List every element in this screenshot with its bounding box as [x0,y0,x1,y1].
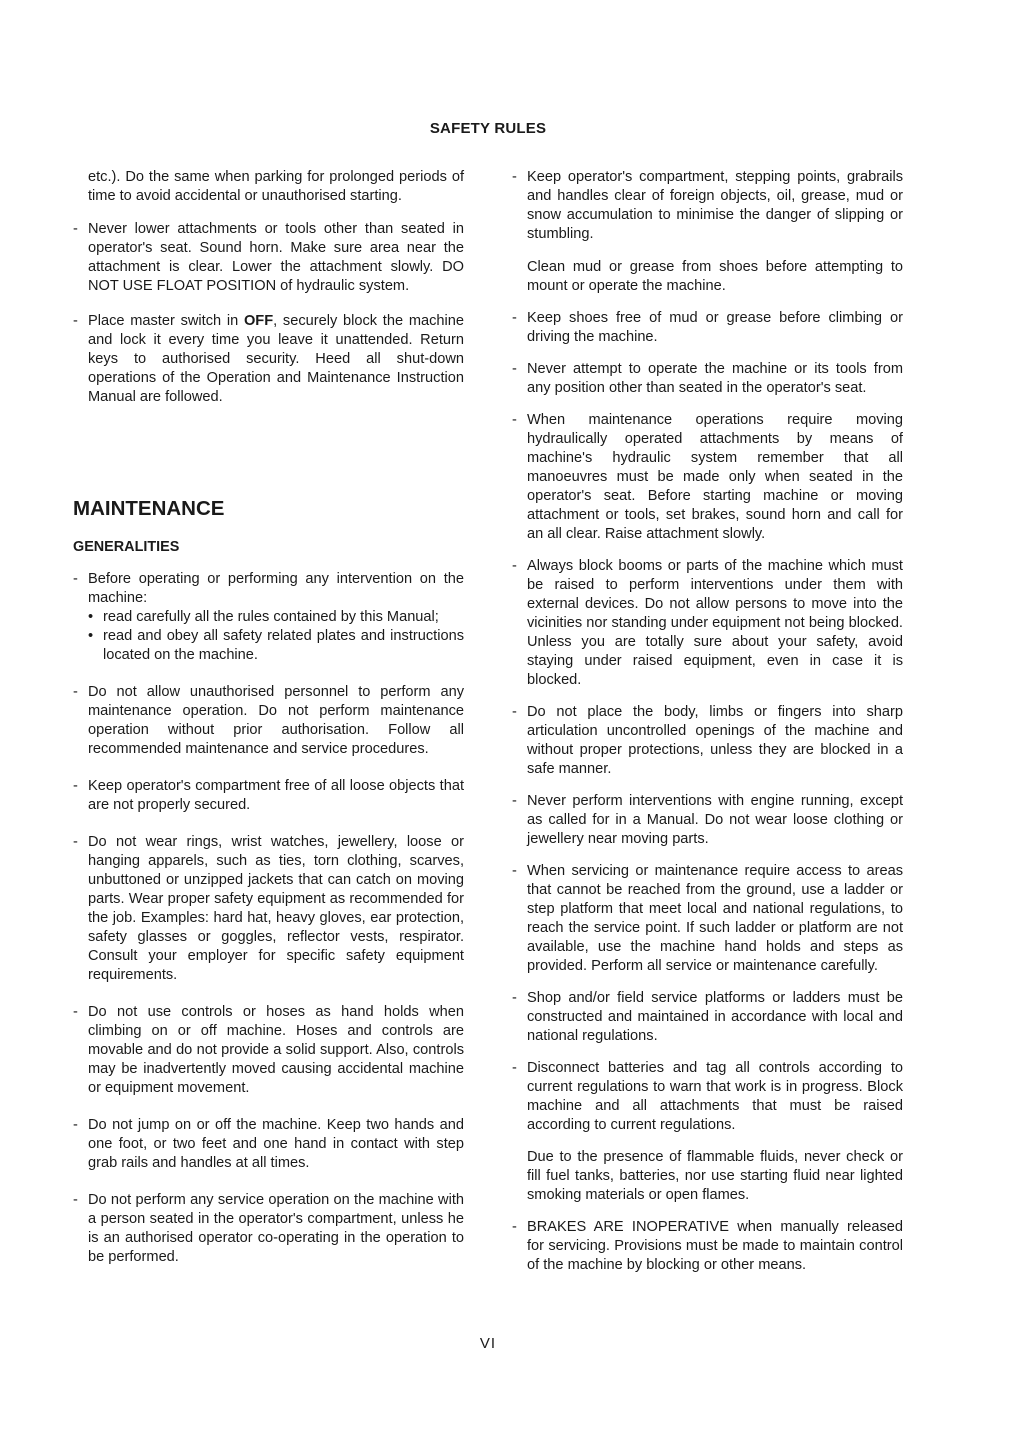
rule-text: Keep operator's compartment free of all loose objects that are not properly secured. [88,778,464,813]
bullet-dot: • [88,628,94,644]
rule-block-booms [512,557,903,690]
bullet-text: read and obey all safety related plates and instructions located on the machine. [103,628,464,663]
rule-engine-running [512,792,903,849]
rule-text: Do not jump on or off the machine. Keep two hands and one foot, or two feet and one hand in contact with step grab rails and handles at all times. [88,1117,464,1171]
dash-marker: - [73,1117,78,1133]
bullet-item [88,627,464,665]
page-title: SAFETY RULES [429,120,547,137]
rule-ladder-platform [512,862,903,976]
dash-marker: - [512,310,517,326]
rule-text-before: Place master switch in [88,313,244,329]
dash-marker: - [512,169,517,185]
dash-marker: - [73,1192,78,1208]
rule-text: Do not wear rings, wrist watches, jewellery, loose or hanging apparels, such as ties, torn clothing, scarves, unbuttoned or unzipped jackets that can catch on moving parts. Wear proper safety equipment as recommended for the job. Examples: hard hat, heavy gloves, ear protection, safety glasses or goggles, reflector vests, respirator. Consult your employer for specific safety equipment requirements. [88,834,464,983]
dash-marker: - [73,221,78,237]
rule-lower-attachments [73,220,464,296]
paragraph-flammable-fluids: Due to the presence of flammable fluids, never check or fill fuel tanks, batteries, nor use starting fluid near lighted smoking materials or open flames. [527,1149,903,1203]
dash-marker: - [73,834,78,850]
rule-text: Do not allow unauthorised personnel to perform any maintenance operation. Do not perform maintenance operation without prior authorisation. Follow all recommended maintenance and service procedures. [88,684,464,757]
dash-marker: - [73,571,78,587]
dash-marker: - [512,990,517,1006]
rule-do-not-jump [73,1116,464,1173]
section-title-maintenance: MAINTENANCE [73,497,225,520]
rule-text: When maintenance operations require moving hydraulically operated attachments by means of machine's hydraulic system remember that all manoeuvres must be made only when seated in the operator's seat. Before starting machine or moving attachment or tools, set brakes, sound horn and call for an all clear. Raise attachment slowly. [527,412,903,542]
rule-text: Never lower attachments or tools other than seated in operator's seat. Sound horn. Make sure area near the attachment is clear. Lower the attachment slowly. DO NOT USE FLOAT POSITION of hydraulic system. [88,221,464,294]
dash-marker: - [512,793,517,809]
rule-hydraulic-attachments [512,411,903,544]
dash-marker: - [73,313,78,329]
rule-text: Do not place the body, limbs or fingers into sharp articulation uncontrolled openings of the machine and without proper protections, unless they are blocked in a safe manner. [527,704,903,777]
rule-operate-seated [512,360,903,398]
rule-shoes-free [512,309,903,347]
rule-loose-objects [73,777,464,815]
rule-unauthorised-personnel [73,683,464,759]
dash-marker: - [512,558,517,574]
rule-body-limbs [512,703,903,779]
rule-service-platforms [512,989,903,1046]
rule-text-after: , securely block the machine and lock it every time you leave it unattended. Return keys to authorised security. Heed all shut-down operations of the Operation and Maintenance Instruction Manual are followed. [88,313,464,405]
dash-marker: - [512,1060,517,1076]
rule-text: Do not use controls or hoses as hand holds when climbing on or off machine. Hoses and controls are movable and do not provide a solid support. Also, controls may be inadvertently moved causing accidental machine or equipment movement. [88,1004,464,1096]
rule-disconnect-batteries [512,1059,903,1135]
rule-text: Keep operator's compartment, stepping points, grabrails and handles clear of foreign objects, oil, grease, mud or snow accumulation to minimise the danger of slipping or stumbling. [527,169,903,242]
rule-text: Before operating or performing any intervention on the machine: [88,571,464,606]
rule-text: Never attempt to operate the machine or its tools from any position other than seated in the operator's seat. [527,361,903,396]
intro-paragraph: etc.). Do the same when parking for prolonged periods of time to avoid accidental or unauthorised starting. [88,169,464,204]
rule-text: BRAKES ARE INOPERATIVE when manually released for servicing. Provisions must be made to maintain control of the machine by blocking or other means. [527,1219,903,1273]
rule-text: Shop and/or field service platforms or ladders must be constructed and maintained in accordance with local and national regulations. [527,990,903,1044]
paragraph-clean-mud: Clean mud or grease from shoes before attempting to mount or operate the machine. [527,259,903,294]
rule-text: Disconnect batteries and tag all controls according to current regulations to warn that work is in progress. Block machine and all attachments that must be raised according to current regulations. [527,1060,903,1133]
left-column [73,168,464,1267]
rule-text: Never perform interventions with engine running, except as called for in a Manual. Do not wear loose clothing or jewellery near moving parts. [527,793,903,847]
bullet-text: read carefully all the rules contained by this Manual; [103,609,439,625]
rule-text: Always block booms or parts of the machine which must be raised to perform interventions under them with external devices. Do not allow persons to move into the vicinities nor standing under equipment not being blocked. Unless you are totally sure about your safety, avoid staying under raised equipment, even in case it is blocked. [527,558,903,688]
dash-marker: - [512,412,517,428]
page-number: VI [479,1335,497,1352]
rule-text: Do not perform any service operation on the machine with a person seated in the operator's compartment, unless he is an authorised operator co-operating in the operation to be performed. [88,1192,464,1265]
rule-before-operating [73,570,464,665]
rule-brakes-inoperative [512,1218,903,1275]
rule-master-switch [73,312,464,407]
dash-marker: - [512,361,517,377]
bullet-dot: • [88,609,94,625]
rule-text-off: OFF [243,313,274,329]
dash-marker: - [512,863,517,879]
rule-hand-holds [73,1003,464,1098]
dash-marker: - [73,684,78,700]
right-column [512,168,903,1275]
dash-marker: - [512,704,517,720]
rule-compartment-clear [512,168,903,244]
rule-text: Keep shoes free of mud or grease before climbing or driving the machine. [527,310,903,345]
rule-text: When servicing or maintenance require access to areas that cannot be reached from the ground, use a ladder or step platform that meet local and national regulations, to reach the service point. If such ladder or platform are not available, use the machine hand holds and steps as provided. Perform all service or maintenance carefully. [527,863,903,974]
dash-marker: - [73,1004,78,1020]
bullet-item [88,608,464,627]
dash-marker: - [512,1219,517,1235]
rule-person-seated [73,1191,464,1267]
dash-marker: - [73,778,78,794]
subsection-title-generalities: GENERALITIES [73,539,180,555]
rule-rings-clothing [73,833,464,985]
